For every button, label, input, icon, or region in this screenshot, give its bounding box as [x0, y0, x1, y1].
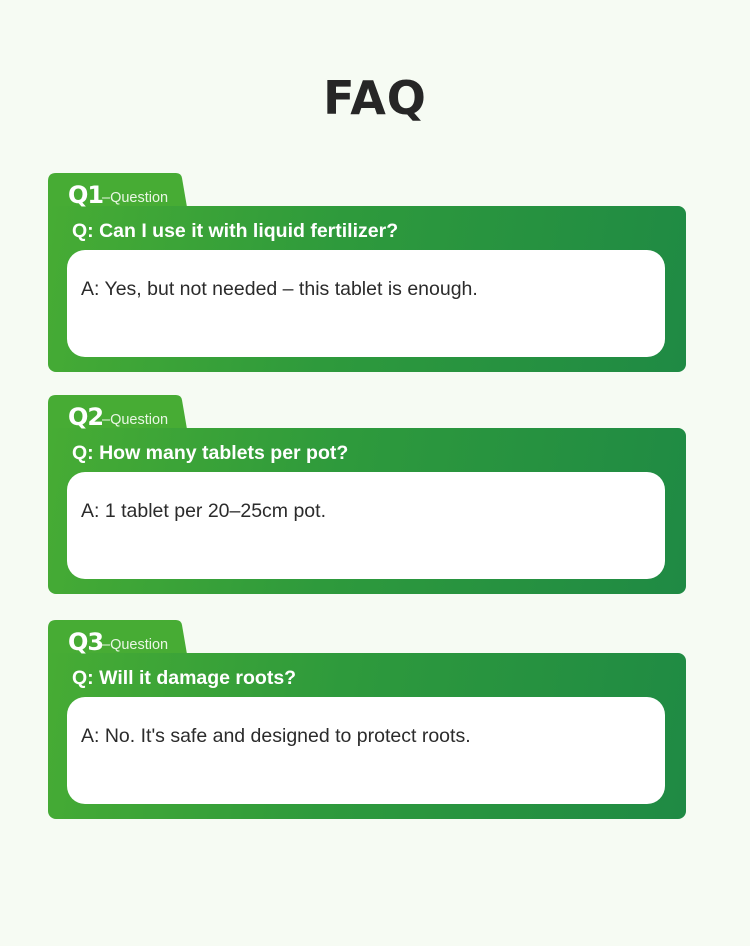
faq-card: [48, 173, 686, 372]
question-text: Q: Can I use it with liquid fertilizer?: [72, 220, 399, 242]
page-title: FAQ: [323, 71, 427, 125]
answer-text: A: No. It's safe and designed to protect roots.: [81, 725, 471, 747]
question-text: Q: How many tablets per pot?: [72, 442, 349, 464]
question-sub-label: –Question: [102, 412, 169, 428]
question-number: Q3: [68, 628, 104, 656]
question-sub-label: –Question: [102, 190, 169, 206]
answer-box: [67, 250, 665, 357]
answer-text: A: 1 tablet per 20–25cm pot.: [81, 500, 326, 522]
question-sub-label: –Question: [102, 637, 169, 653]
question-number: Q1: [68, 181, 104, 209]
faq-card: [48, 395, 686, 594]
answer-text: A: Yes, but not needed – this tablet is enough.: [81, 278, 478, 300]
question-text: Q: Will it damage roots?: [72, 667, 297, 689]
answer-box: [67, 697, 665, 804]
answer-box: [67, 472, 665, 579]
faq-card: [48, 620, 686, 819]
question-number: Q2: [68, 403, 104, 431]
